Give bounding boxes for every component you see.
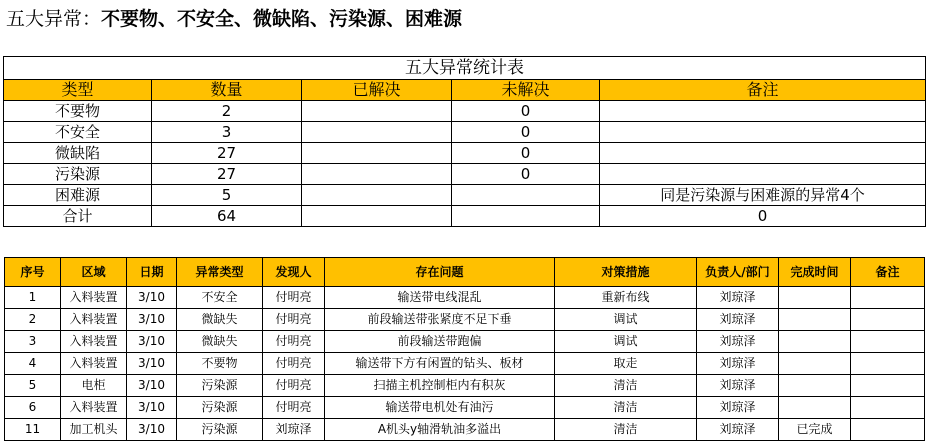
summary-header-count: 数量 (152, 80, 302, 101)
summary-solved (302, 122, 452, 143)
detail-header-done: 完成时间 (779, 258, 851, 287)
detail-row (5, 353, 925, 375)
detail-measure: 调试 (555, 309, 697, 331)
summary-solved (302, 101, 452, 122)
summary-header-unsolved: 未解决 (452, 80, 600, 101)
summary-solved (302, 164, 452, 185)
detail-row (5, 375, 925, 397)
detail-finder: 付明亮 (263, 353, 325, 375)
summary-row (4, 185, 926, 206)
detail-no: 2 (5, 309, 61, 331)
summary-solved (302, 185, 452, 206)
summary-row (4, 101, 926, 122)
summary-note (600, 143, 926, 164)
detail-owner: 刘琼泽 (697, 309, 779, 331)
summary-type: 合计 (4, 206, 152, 227)
detail-owner: 刘琼泽 (697, 331, 779, 353)
detail-header-finder: 发现人 (263, 258, 325, 287)
detail-problem: 输送带下方有闲置的钻头、板材 (325, 353, 555, 375)
page-heading (6, 4, 462, 34)
detail-finder: 付明亮 (263, 331, 325, 353)
detail-note (851, 397, 925, 419)
detail-owner: 刘琼泽 (697, 375, 779, 397)
detail-note (851, 353, 925, 375)
summary-type: 微缺陷 (4, 143, 152, 164)
detail-done (779, 309, 851, 331)
summary-type: 困难源 (4, 185, 152, 206)
detail-measure: 清洁 (555, 397, 697, 419)
detail-problem: 扫描主机控制柜内有积灰 (325, 375, 555, 397)
detail-owner: 刘琼泽 (697, 287, 779, 309)
detail-no: 6 (5, 397, 61, 419)
detail-kind: 微缺失 (177, 309, 263, 331)
summary-unsolved: 0 (452, 143, 600, 164)
summary-note (600, 122, 926, 143)
summary-row (4, 143, 926, 164)
detail-date: 3/10 (127, 331, 177, 353)
summary-title: 五大异常统计表 (4, 57, 926, 80)
summary-count: 3 (152, 122, 302, 143)
detail-done (779, 375, 851, 397)
detail-date: 3/10 (127, 287, 177, 309)
summary-solved (302, 206, 452, 227)
summary-type: 不要物 (4, 101, 152, 122)
detail-area: 电柜 (61, 375, 127, 397)
detail-note (851, 375, 925, 397)
detail-area: 加工机头 (61, 419, 127, 441)
summary-count: 27 (152, 164, 302, 185)
detail-note (851, 309, 925, 331)
detail-row (5, 397, 925, 419)
detail-owner: 刘琼泽 (697, 419, 779, 441)
summary-type: 不安全 (4, 122, 152, 143)
detail-area: 入料装置 (61, 309, 127, 331)
detail-area: 入料装置 (61, 331, 127, 353)
detail-table (4, 257, 925, 441)
detail-header-row (5, 258, 925, 287)
detail-problem: 前段输送带跑偏 (325, 331, 555, 353)
summary-row (4, 164, 926, 185)
detail-done (779, 331, 851, 353)
detail-done (779, 397, 851, 419)
summary-header-type: 类型 (4, 80, 152, 101)
detail-date: 3/10 (127, 309, 177, 331)
detail-no: 11 (5, 419, 61, 441)
detail-row (5, 419, 925, 441)
detail-header-problem: 存在问题 (325, 258, 555, 287)
detail-finder: 付明亮 (263, 309, 325, 331)
detail-header-note: 备注 (851, 258, 925, 287)
detail-no: 5 (5, 375, 61, 397)
detail-kind: 污染源 (177, 419, 263, 441)
detail-kind: 微缺失 (177, 331, 263, 353)
detail-done (779, 353, 851, 375)
detail-measure: 清洁 (555, 419, 697, 441)
detail-problem: 输送带电机处有油污 (325, 397, 555, 419)
summary-solved (302, 143, 452, 164)
detail-date: 3/10 (127, 397, 177, 419)
detail-kind: 污染源 (177, 375, 263, 397)
summary-header-solved: 已解决 (302, 80, 452, 101)
detail-header-kind: 异常类型 (177, 258, 263, 287)
summary-count: 5 (152, 185, 302, 206)
summary-count: 64 (152, 206, 302, 227)
detail-header-no: 序号 (5, 258, 61, 287)
summary-header-row (4, 80, 926, 101)
detail-done: 已完成 (779, 419, 851, 441)
summary-unsolved: 0 (452, 164, 600, 185)
detail-header-measure: 对策措施 (555, 258, 697, 287)
detail-area: 入料装置 (61, 353, 127, 375)
detail-done (779, 287, 851, 309)
detail-header-owner: 负责人/部门 (697, 258, 779, 287)
summary-note (600, 101, 926, 122)
detail-note (851, 331, 925, 353)
detail-note (851, 419, 925, 441)
detail-finder: 付明亮 (263, 375, 325, 397)
detail-kind: 不要物 (177, 353, 263, 375)
summary-count: 2 (152, 101, 302, 122)
summary-header-note: 备注 (600, 80, 926, 101)
summary-unsolved: 0 (452, 101, 600, 122)
detail-note (851, 287, 925, 309)
detail-row (5, 331, 925, 353)
detail-kind: 污染源 (177, 397, 263, 419)
detail-row (5, 287, 925, 309)
summary-note: 0 (600, 206, 926, 227)
detail-finder: 付明亮 (263, 397, 325, 419)
detail-problem: 前段输送带张紧度不足下垂 (325, 309, 555, 331)
heading-items: 不要物、不安全、微缺陷、污染源、困难源 (101, 8, 463, 30)
summary-count: 27 (152, 143, 302, 164)
detail-no: 1 (5, 287, 61, 309)
summary-total-row (4, 206, 926, 227)
detail-date: 3/10 (127, 419, 177, 441)
summary-row (4, 122, 926, 143)
summary-note: 同是污染源与困难源的异常4个 (600, 185, 926, 206)
detail-problem: A机头y轴滑轨油多溢出 (325, 419, 555, 441)
summary-unsolved: 0 (452, 122, 600, 143)
detail-owner: 刘琼泽 (697, 397, 779, 419)
summary-note (600, 164, 926, 185)
detail-finder: 付明亮 (263, 287, 325, 309)
detail-area: 入料装置 (61, 287, 127, 309)
detail-row (5, 309, 925, 331)
detail-area: 入料装置 (61, 397, 127, 419)
detail-no: 4 (5, 353, 61, 375)
detail-date: 3/10 (127, 353, 177, 375)
summary-type: 污染源 (4, 164, 152, 185)
detail-measure: 调试 (555, 331, 697, 353)
detail-measure: 清洁 (555, 375, 697, 397)
detail-header-area: 区域 (61, 258, 127, 287)
summary-table (3, 56, 926, 227)
detail-header-date: 日期 (127, 258, 177, 287)
detail-no: 3 (5, 331, 61, 353)
detail-measure: 重新布线 (555, 287, 697, 309)
detail-problem: 输送带电线混乱 (325, 287, 555, 309)
detail-date: 3/10 (127, 375, 177, 397)
detail-measure: 取走 (555, 353, 697, 375)
heading-prefix: 五大异常： (6, 8, 102, 30)
summary-unsolved (452, 185, 600, 206)
detail-owner: 刘琼泽 (697, 353, 779, 375)
summary-unsolved (452, 206, 600, 227)
detail-finder: 刘琼泽 (263, 419, 325, 441)
detail-kind: 不安全 (177, 287, 263, 309)
